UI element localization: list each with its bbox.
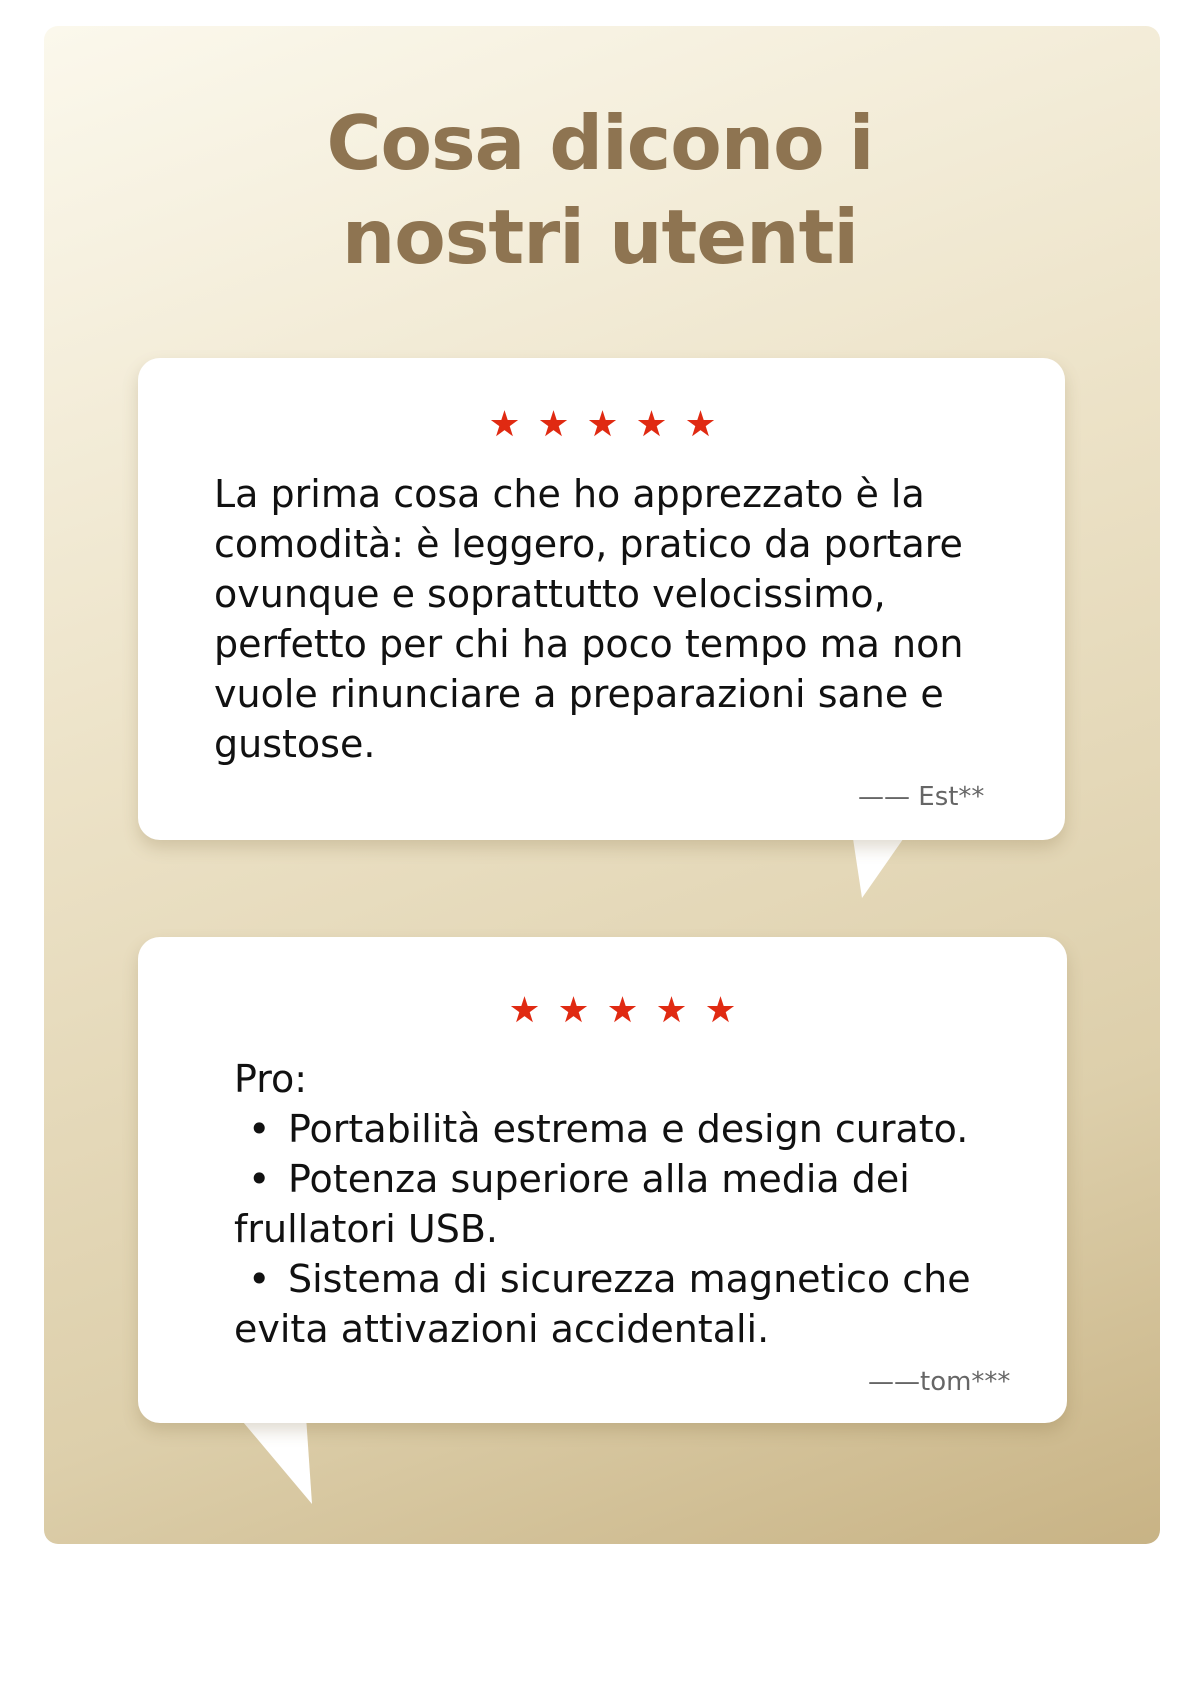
speech-bubble-tail <box>850 832 910 902</box>
list-item-text: Sistema di sicurezza magnetico che evita attivazioni accidentali. <box>234 1257 971 1351</box>
star-icon <box>686 409 715 438</box>
review-author: ——tom*** <box>868 1367 1011 1397</box>
bullet-icon: • <box>248 1257 271 1301</box>
star-icon <box>510 995 539 1024</box>
list-item <box>234 1154 1024 1254</box>
star-icon <box>588 409 617 438</box>
bullet-icon: • <box>248 1157 271 1201</box>
star-rating <box>490 409 715 438</box>
star-icon <box>706 995 735 1024</box>
review-heading: Pro: <box>234 1057 308 1101</box>
speech-bubble-tail <box>236 1416 306 1506</box>
review-card <box>138 937 1067 1423</box>
review-text: La prima cosa che ho apprezzato è la comodità: è leggero, pratico da portare ovunque e soprattutto velocissimo, perfetto per chi ha poco tempo ma non vuole rinunciare a preparazioni sane e gustose. <box>214 472 964 766</box>
list-item <box>234 1254 1024 1354</box>
star-rating <box>510 995 735 1024</box>
review-pros-list <box>234 1104 1024 1354</box>
page-title-line-2: nostri utenti <box>341 193 859 281</box>
page-title <box>0 96 1200 284</box>
list-item-text: Potenza superiore alla media dei frullatori USB. <box>234 1157 910 1251</box>
review-card <box>138 358 1065 840</box>
star-icon <box>490 409 519 438</box>
star-icon <box>657 995 686 1024</box>
page-title-line-1: Cosa dicono i <box>326 99 874 187</box>
list-item <box>234 1104 1024 1154</box>
star-icon <box>559 995 588 1024</box>
star-icon <box>637 409 666 438</box>
star-icon <box>608 995 637 1024</box>
list-item-text: Portabilità estrema e design curato. <box>288 1107 969 1151</box>
star-icon <box>539 409 568 438</box>
review-author: —— Est** <box>858 782 985 812</box>
bullet-icon: • <box>248 1107 271 1151</box>
